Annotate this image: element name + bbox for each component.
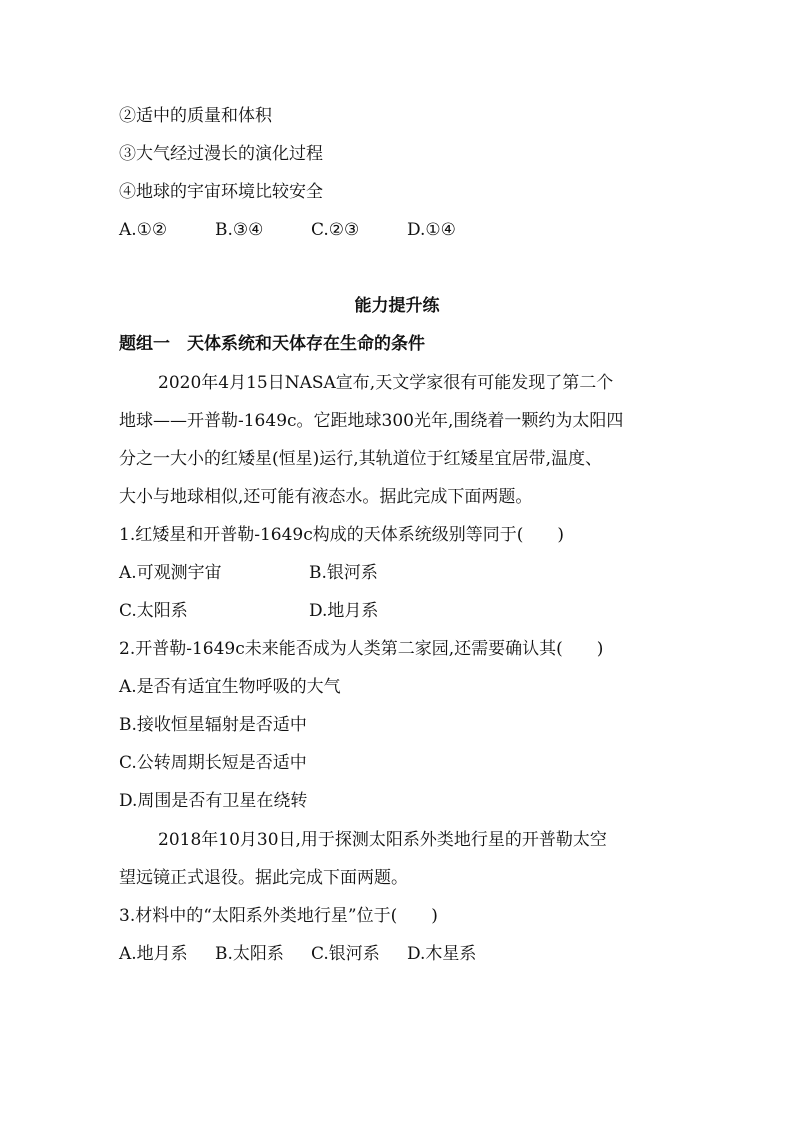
option-b: B.③④ xyxy=(215,220,264,240)
q3-options xyxy=(119,943,476,965)
passage2-line-2: 望远镜正式退役。据此完成下面两题。 xyxy=(119,868,408,888)
prev-question-item-2: ②适中的质量和体积 xyxy=(119,106,272,126)
q1-options-row-1 xyxy=(119,562,378,584)
section-title: 能力提升练 xyxy=(354,296,440,316)
passage2-line-1: 2018年10月30日,用于探测太阳系外类地行星的开普勒太空 xyxy=(158,830,607,850)
option-d: D.①④ xyxy=(407,220,456,240)
q3-stem: 3.材料中的“太阳系外类地行星”位于( ) xyxy=(119,906,438,926)
q3-option-b: B.太阳系 xyxy=(215,944,284,964)
option-a: A.①② xyxy=(119,220,168,240)
q1-stem: 1.红矮星和开普勒-1649c构成的天体系统级别等同于( ) xyxy=(119,525,565,545)
group-title: 题组一 天体系统和天体存在生命的条件 xyxy=(119,334,425,354)
q2-option-a: A.是否有适宜生物呼吸的大气 xyxy=(119,677,341,697)
q3-option-a: A.地月系 xyxy=(119,944,188,964)
passage1-line-4: 大小与地球相似,还可能有液态水。据此完成下面两题。 xyxy=(119,487,533,507)
passage1-line-3: 分之一大小的红矮星(恒星)运行,其轨道位于红矮星宜居带,温度、 xyxy=(119,449,603,469)
q1-options-row-2 xyxy=(119,600,378,622)
prev-question-item-4: ④地球的宇宙环境比较安全 xyxy=(119,182,323,202)
q2-option-b: B.接收恒星辐射是否适中 xyxy=(119,715,307,735)
q1-option-a: A.可观测宇宙 xyxy=(119,563,222,583)
q3-option-d: D.木星系 xyxy=(407,944,477,964)
prev-question-item-3: ③大气经过漫长的演化过程 xyxy=(119,144,323,164)
q1-option-c: C.太阳系 xyxy=(119,601,188,621)
prev-question-options xyxy=(119,219,456,241)
q3-option-c: C.银河系 xyxy=(311,944,380,964)
q2-option-d: D.周围是否有卫星在绕转 xyxy=(119,791,308,811)
q2-stem: 2.开普勒-1649c未来能否成为人类第二家园,还需要确认其( ) xyxy=(119,639,604,659)
passage1-line-2: 地球——开普勒-1649c。它距地球300光年,围绕着一颗约为太阳四 xyxy=(119,411,624,431)
q1-option-b: B.银河系 xyxy=(309,563,378,583)
option-c: C.②③ xyxy=(311,220,360,240)
q2-option-c: C.公转周期长短是否适中 xyxy=(119,753,307,773)
q1-option-d: D.地月系 xyxy=(309,601,379,621)
passage1-line-1: 2020年4月15日NASA宣布,天文学家很有可能发现了第二个 xyxy=(158,373,614,393)
